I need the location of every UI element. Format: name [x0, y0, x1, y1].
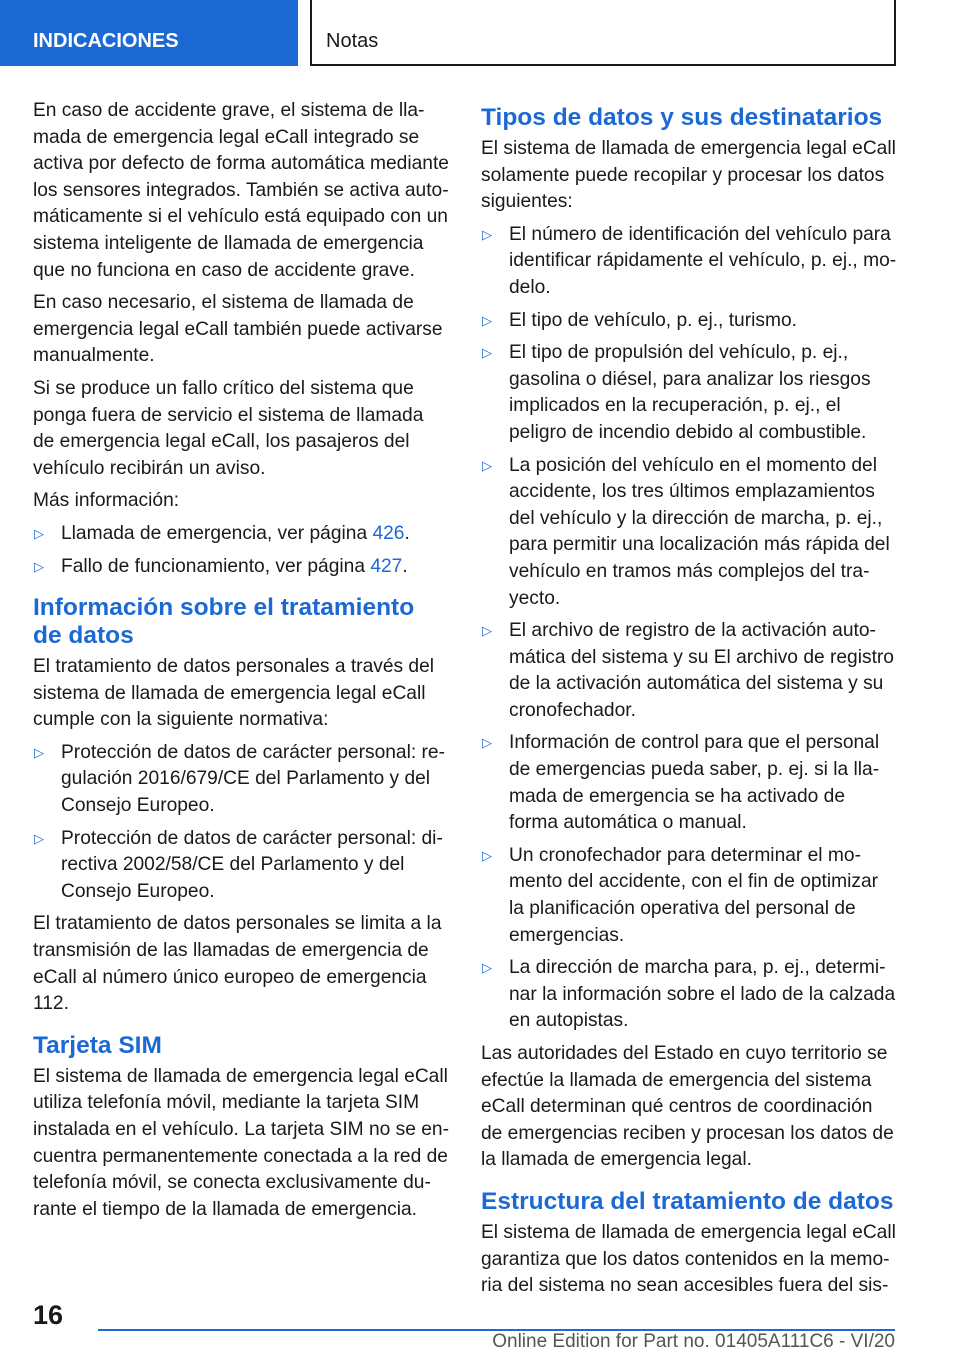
section-heading: Información sobre el tratamiento de datos	[33, 594, 415, 650]
paragraph: En caso necesario, el sistema de llamada de emergencia legal eCall también puede activarse manualmente.	[33, 292, 443, 367]
list-item-text: La posición del vehículo en el momento del accidente, los tres últimos emplazamientos del vehículo y la dirección de marcha, p. ej., para permitir una localización más rápida del vehículo en tramos más complejos del trayecto.	[509, 454, 890, 609]
page-title-tab: Notas	[310, 0, 896, 66]
paragraph: El tratamiento de datos personales se limita a la transmisión de las llamadas de emergencia de eCall al número único europeo de emergencia 112.	[33, 913, 442, 1015]
list-item	[33, 740, 449, 820]
paragraph: En caso de accidente grave, el sistema de llamada de emergencia legal eCall integrado se activa por defecto de forma automática mediante los sensores integrados. También se activa automáticamente si el vehículo está equipado con un sistema inteligente de llamada de emergencia que no funciona en caso de accidente grave.	[33, 100, 449, 281]
list-item	[481, 730, 897, 836]
data-types-list	[481, 222, 897, 1035]
list-item-text: Información de control para que el personal de emergencias pueda saber, p. ej. si la llamada de emergencia se ha activado de forma automática o manual.	[509, 732, 880, 834]
list-item-text: Protección de datos de carácter personal: directiva 2002/58/CE del Parlamento y del Consejo Europeo.	[61, 827, 443, 902]
bullet-triangle-icon: ▷	[34, 558, 44, 574]
paragraph: El sistema de llamada de emergencia legal eCall solamente puede recopilar y procesar los datos siguientes:	[481, 138, 896, 213]
bullet-triangle-icon: ▷	[482, 847, 492, 863]
edition-footer: Online Edition for Part no. 01405A111C6 - VI/20	[492, 1331, 895, 1352]
page-link[interactable]: 427	[370, 555, 403, 577]
list-item	[33, 826, 449, 906]
list-item	[481, 618, 897, 724]
list-item-text: Protección de datos de carácter personal: regulación 2016/679/CE del Parlamento y del Consejo Europeo.	[61, 741, 445, 817]
list-item-text: El tipo de vehículo, p. ej., turismo.	[509, 309, 797, 331]
paragraph: El tratamiento de datos personales a través del sistema de llamada de emergencia legal eCall cumple con la siguiente normativa:	[33, 656, 435, 731]
list-item-end: .	[402, 555, 408, 577]
bullet-triangle-icon: ▷	[482, 960, 492, 976]
right-column	[481, 98, 897, 1306]
list-item	[481, 222, 897, 302]
bullet-triangle-icon: ▷	[482, 623, 492, 639]
list-item-text: El número de identificación del vehículo para identificar rápidamente el vehículo, p. ej., modelo.	[509, 223, 897, 298]
paragraph: El sistema de llamada de emergencia legal eCall utiliza telefonía móvil, mediante la tarjeta SIM instalada en el vehículo. La tarjeta SIM no se encuentra permanentemente conectada a la red de telefonía móvil, se conecta exclusivamente durante el tiempo de la llamada de emergencia.	[33, 1065, 449, 1220]
bullet-triangle-icon: ▷	[34, 830, 44, 846]
page-number: 16	[33, 1300, 64, 1330]
list-item-text: Llamada de emergencia, ver página	[61, 522, 373, 544]
bullet-triangle-icon: ▷	[34, 744, 44, 760]
section-tab: INDICACIONES	[0, 0, 298, 66]
bullet-triangle-icon: ▷	[482, 312, 492, 328]
list-item	[481, 955, 897, 1035]
bullet-triangle-icon: ▷	[34, 525, 44, 541]
list-item-text: La dirección de marcha para, p. ej., determinar la información sobre el lado de la calzada en autopistas.	[509, 957, 896, 1032]
section-heading: Tarjeta SIM	[33, 1031, 162, 1059]
section-heading: Tipos de datos y sus destinatarios	[481, 104, 883, 131]
page-header	[0, 0, 960, 66]
list-item	[481, 843, 897, 949]
bullet-triangle-icon: ▷	[482, 735, 492, 751]
left-column	[33, 98, 449, 1229]
bullet-triangle-icon: ▷	[482, 457, 492, 473]
paragraph: Si se produce un fallo crítico del sistema que ponga fuera de servicio el sistema de llamada de emergencia legal eCall, los pasajeros del vehículo recibirán un aviso.	[33, 377, 424, 479]
list-item-end: .	[404, 522, 410, 544]
bullet-triangle-icon: ▷	[482, 345, 492, 361]
list-item-text: El archivo de registro de la activación automática del sistema y su El archivo de registro de la activación automática del sistema y su cronofechador.	[509, 620, 894, 721]
more-info-list	[33, 521, 449, 580]
list-item-text: Un cronofechador para determinar el momento del accidente, con el fin de optimizar la planificación operativa del personal de emergencias.	[509, 844, 879, 946]
list-item-text: El tipo de propulsión del vehículo, p. ej., gasolina o diésel, para analizar los riesgos implicados en la recuperación, p. ej., el peligro de incendio debido al combustible.	[509, 342, 871, 443]
list-item	[481, 453, 897, 613]
list-item-text: Fallo de funcionamiento, ver página	[61, 555, 371, 577]
list-item	[33, 554, 449, 581]
regulation-list	[33, 740, 449, 906]
paragraph: El sistema de llamada de emergencia legal eCall garantiza que los datos contenidos en la memoria del sistema no sean accesibles fuera del sis-	[481, 1221, 896, 1297]
list-item	[33, 521, 449, 548]
section-heading: Estructura del tratamiento de datos	[481, 1187, 894, 1215]
bullet-triangle-icon: ▷	[482, 226, 492, 242]
page-link[interactable]: 426	[372, 522, 405, 544]
paragraph: Las autoridades del Estado en cuyo territorio se efectúe la llamada de emergencia del sistema eCall determinan qué centros de coordinación de emergencias reciben y procesan los datos de la llamada de emergencia legal.	[481, 1043, 894, 1171]
list-item	[481, 308, 897, 335]
more-info-label: Más información:	[33, 490, 180, 512]
list-item	[481, 340, 897, 446]
